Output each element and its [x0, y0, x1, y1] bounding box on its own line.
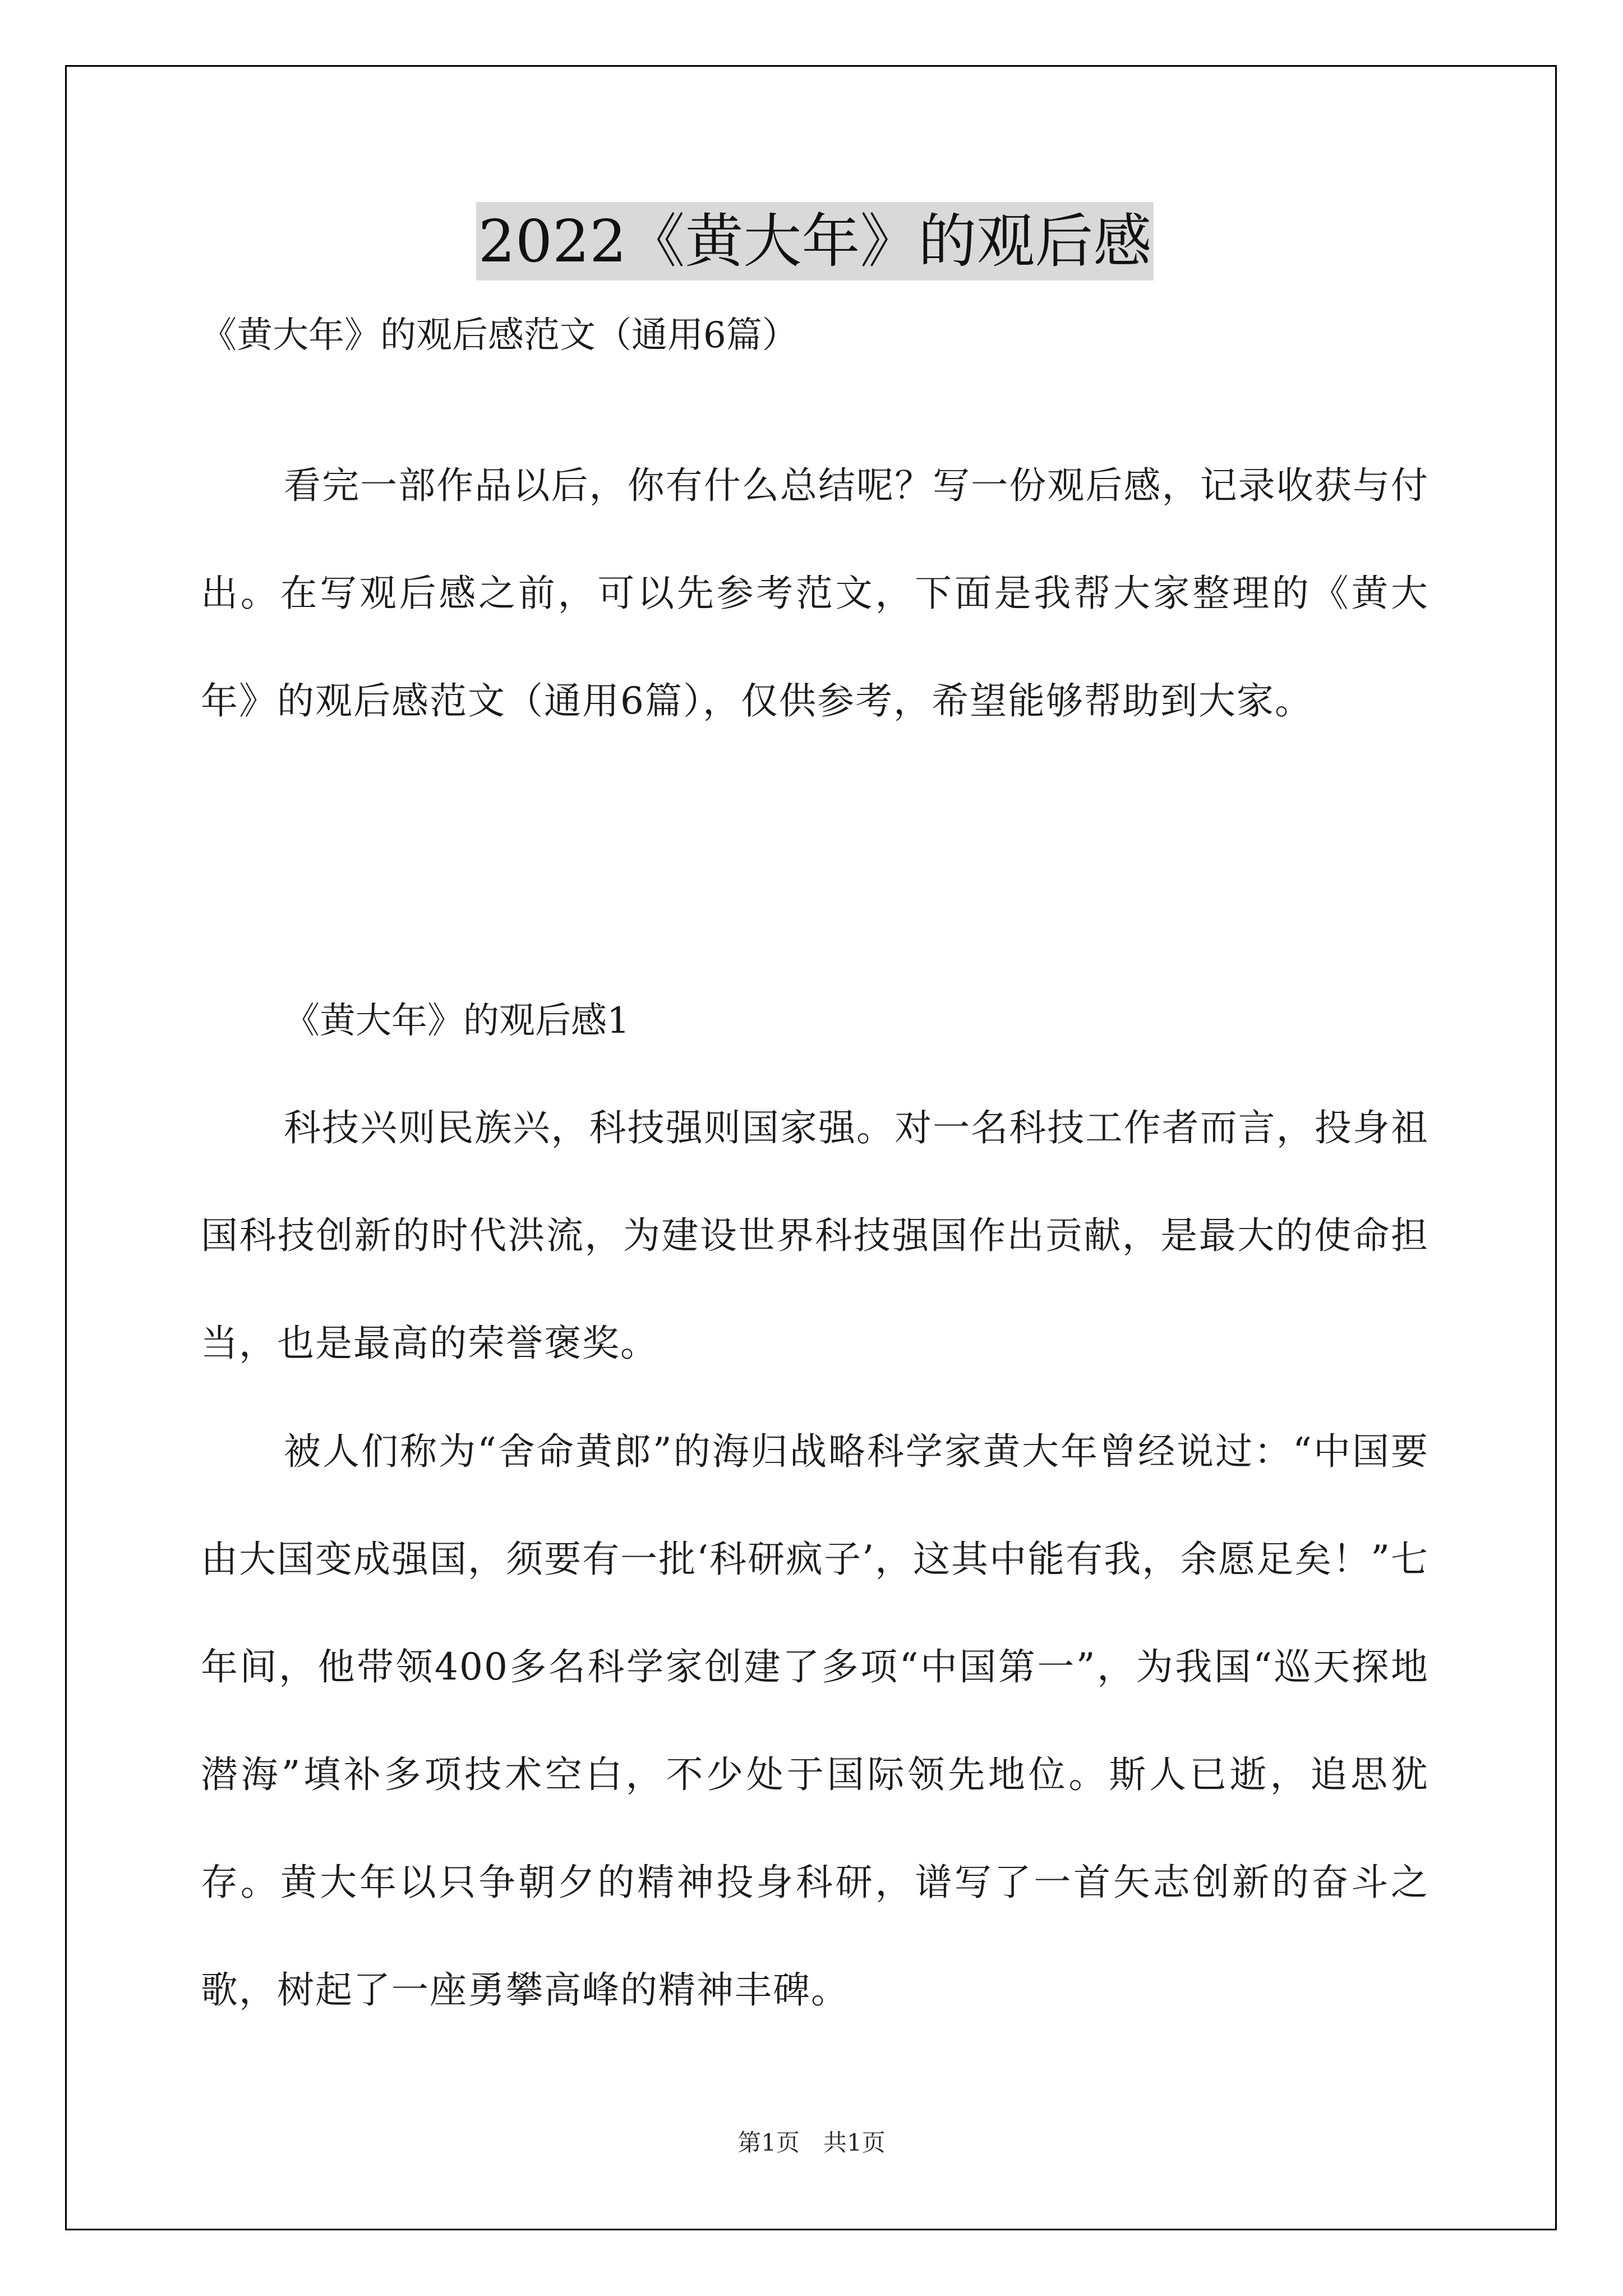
- title-container: [201, 202, 1429, 280]
- document-subtitle: 《黄大年》的观后感范文（通用6篇）: [201, 315, 798, 356]
- page-footer: 第1页 共1页: [737, 2129, 886, 2156]
- intro-paragraph: 看完一部作品以后，你有什么总结呢？写一份观后感，记录收获与付出。在写观后感之前，可以先参考范文，下面是我帮大家整理的《黄大年》的观后感范文（通用6篇），仅供参考，希望能够帮助到大家。: [201, 464, 1429, 723]
- section-heading: 《黄大年》的观后感1: [284, 1000, 630, 1042]
- body-paragraph-1: 科技兴则民族兴，科技强则国家强。对一名科技工作者而言，投身祖国科技创新的时代洪流，为建设世界科技强国作出贡献，是最大的使命担当，也是最高的荣誉褒奖。: [201, 1106, 1429, 1365]
- body-paragraph-2: 被人们称为“舍命黄郎”的海归战略科学家黄大年曾经说过：“中国要由大国变成强国，须要有一批‘科研疯子’，这其中能有我，余愿足矣！”七年间，他带领400多名科学家创建了多项“中国第一”，为我国“巡天探地潜海”填补多项技术空白，不少处于国际领先地位。斯人已逝，追思犹存。黄大年以只争朝夕的精神投身科研，谱写了一首矢志创新的奋斗之歌，树起了一座勇攀高峰的精神丰碑。: [201, 1430, 1429, 2012]
- document-title: 2022《黄大年》的观后感: [476, 202, 1154, 280]
